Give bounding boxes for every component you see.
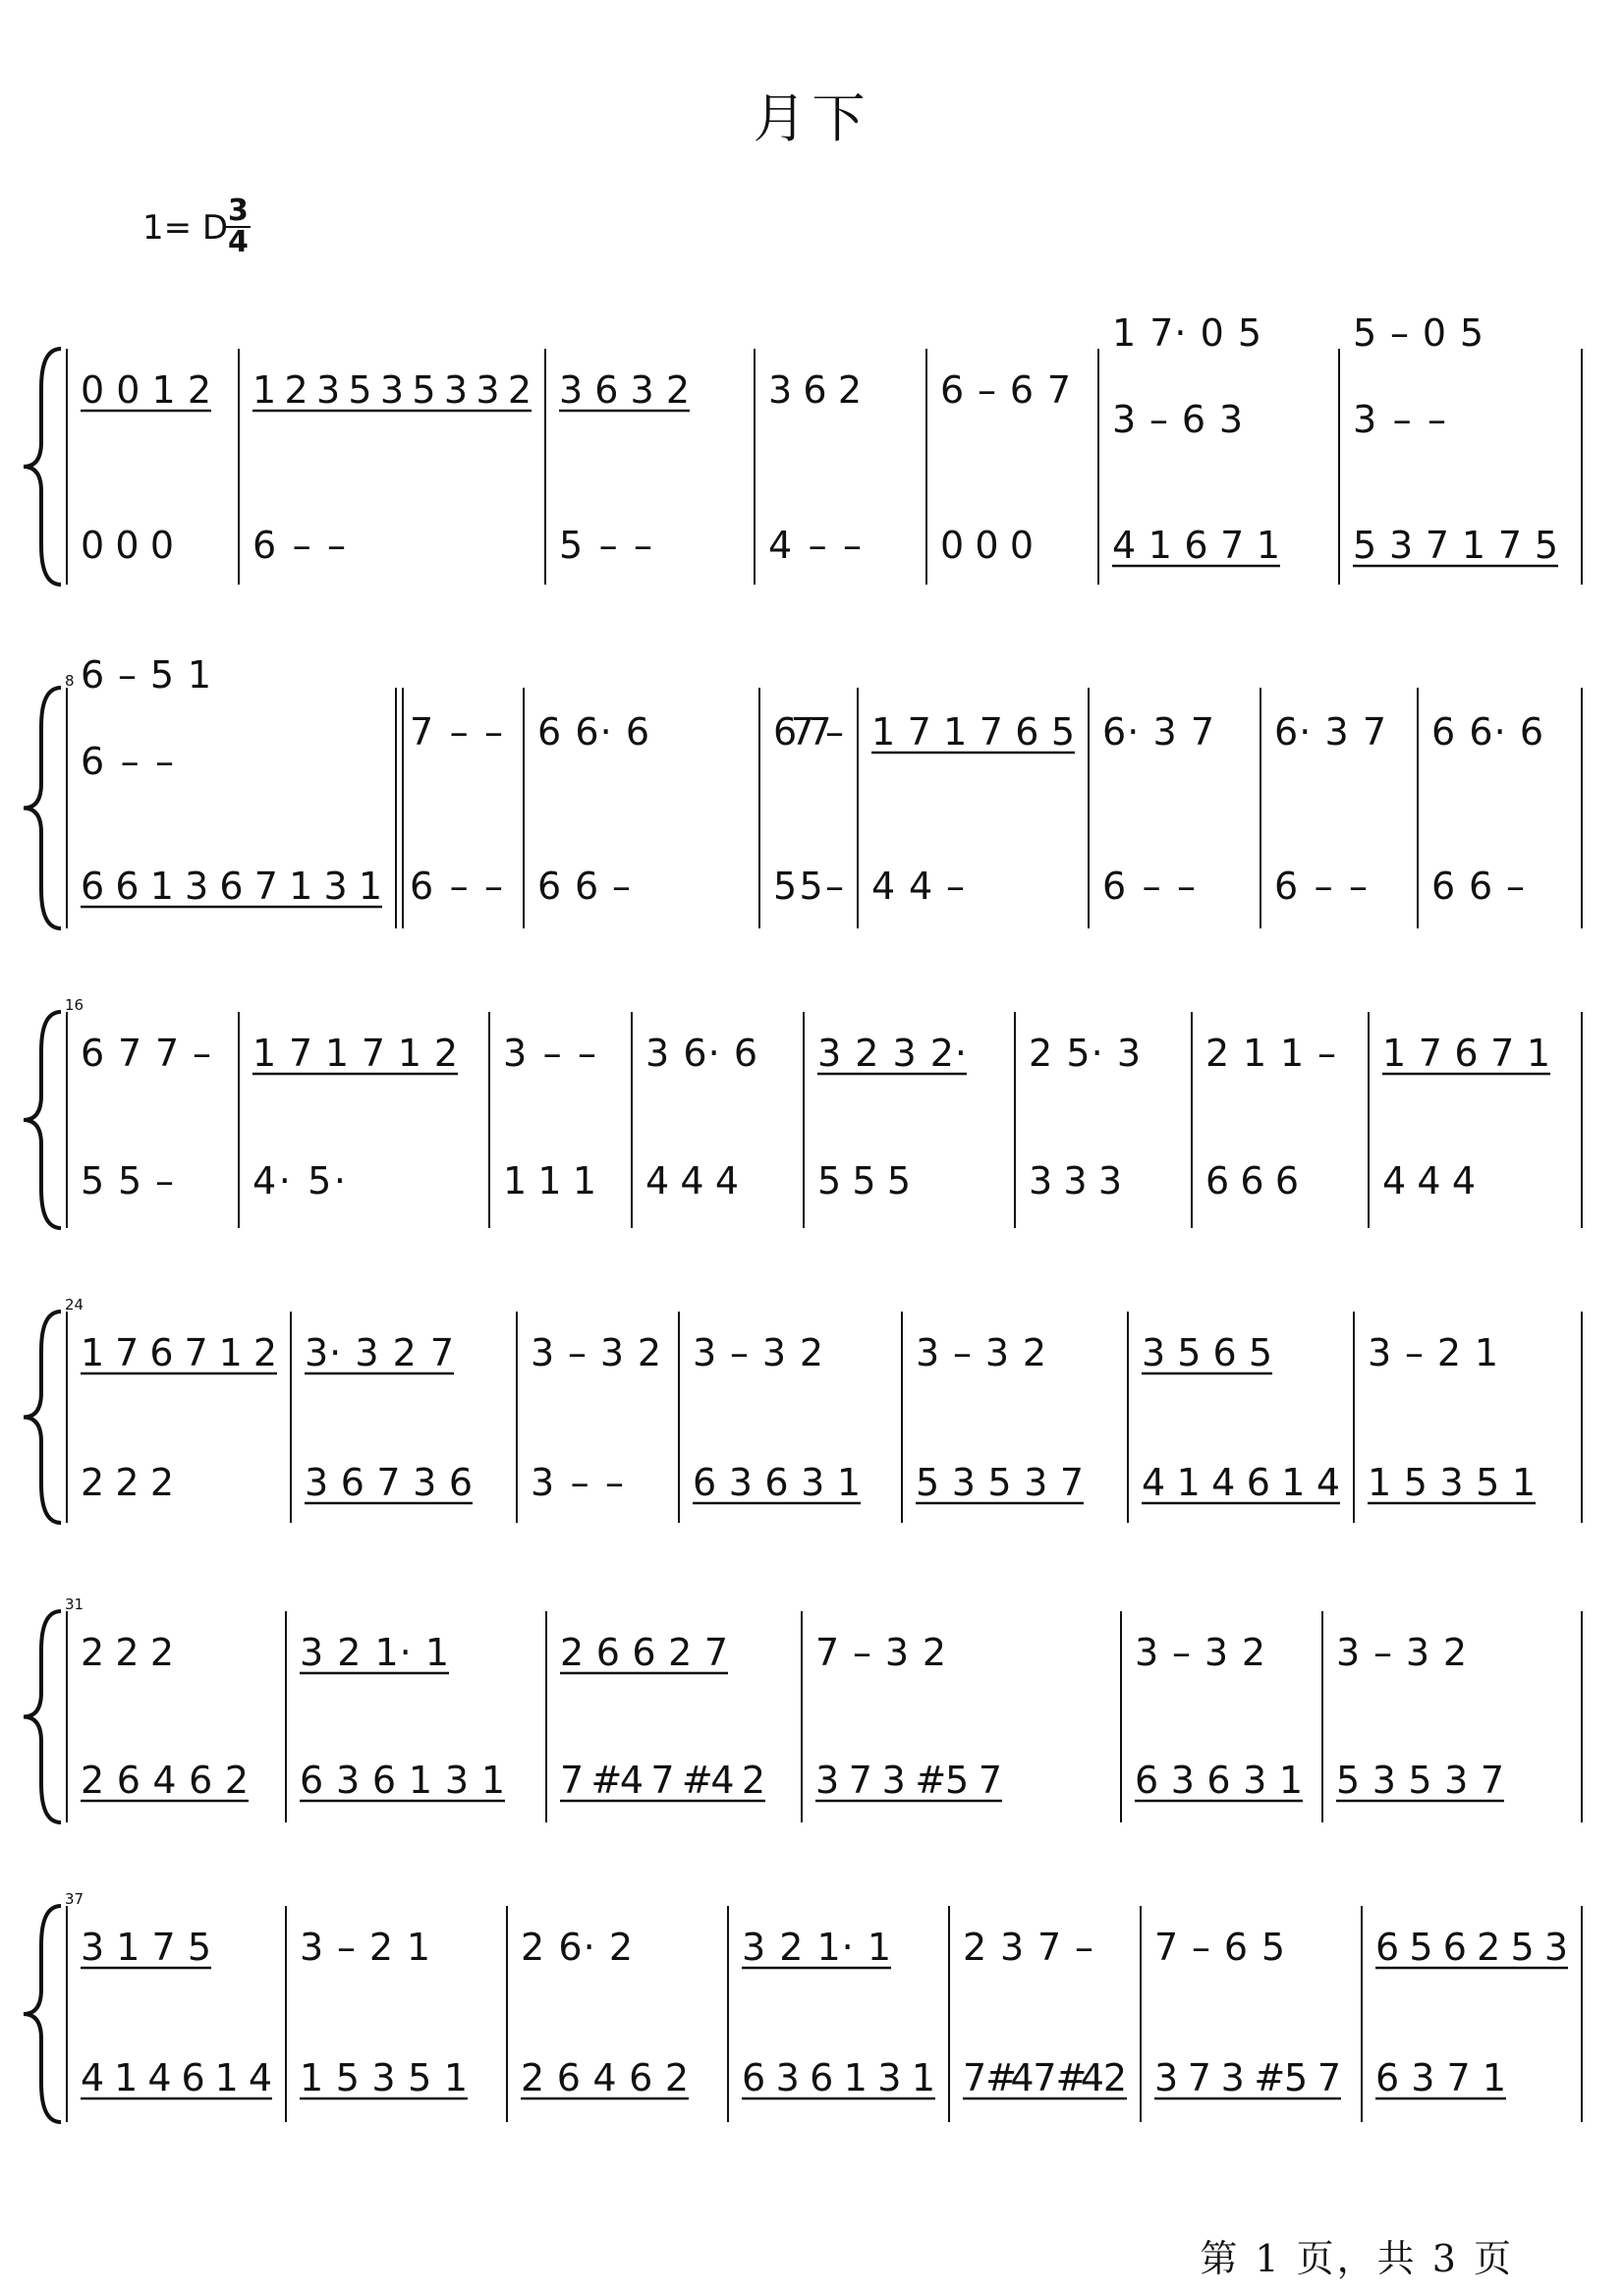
lower-voice-notes: 7 #4 7 #4 2 — [963, 2056, 1127, 2099]
lower-voice-notes: 6 3 7 1 — [1375, 2056, 1506, 2099]
upper-voice-notes: 6 7 7 – — [773, 710, 844, 754]
lower-voice-notes: 3 – – — [531, 1461, 624, 1504]
lower-voice-notes: 0 0 0 — [940, 524, 1034, 567]
upper-voice-notes: 3 2 1· 1 — [300, 1631, 449, 1674]
measure-number: 37 — [65, 1890, 84, 1908]
lower-voice-notes: 2 2 2 — [81, 1461, 174, 1504]
upper-voice-notes: 3 – – — [1353, 398, 1446, 441]
upper-voice-notes: 1 7 1 7 6 5 — [871, 710, 1075, 754]
upper-voice-notes: 3 – 3 2 — [531, 1331, 661, 1374]
lower-voice-notes: 6 3 6 1 3 1 — [742, 2056, 935, 2099]
lower-voice-notes: 7 #4 7 #4 2 — [560, 1759, 765, 1802]
upper-voice-notes: 3 6· 6 — [645, 1032, 757, 1075]
lower-voice-notes: 4 4 – — [871, 865, 965, 908]
upper-voice-notes: 1 7 6 7 1 — [1382, 1032, 1550, 1075]
lower-voice-notes: 3 7 3 #5 7 — [1154, 2056, 1341, 2099]
lower-voice-notes: 6 – – — [1274, 865, 1368, 908]
upper-voice-notes: 7 – 6 5 — [1154, 1926, 1285, 1969]
upper-voice-notes: 2 3 7 – — [963, 1926, 1093, 1969]
lower-voice-notes: 3 3 3 — [1029, 1159, 1122, 1203]
lower-voice-notes: 4 – – — [768, 524, 862, 567]
lower-voice-notes: 6 3 6 3 1 — [1135, 1759, 1303, 1802]
lower-voice-notes: 5 – – — [559, 524, 652, 567]
lower-voice-notes: 5 5 – — [773, 865, 844, 908]
lower-voice-notes: 2 6 4 6 2 — [81, 1759, 249, 1802]
upper-voice-notes: 2 2 2 — [81, 1631, 174, 1674]
brace — [24, 1906, 61, 2122]
lower-voice-notes: 6 6 – — [537, 865, 631, 908]
lower-voice-notes: 6 6 6 — [1205, 1159, 1299, 1203]
upper-voice-notes: 1 7 1 7 1 2 — [252, 1032, 458, 1075]
upper-voice-notes: 6· 3 7 — [1102, 710, 1214, 754]
lower-voice-notes: 6 – – — [1102, 865, 1196, 908]
lower-voice-notes: 4 4 4 — [1382, 1159, 1476, 1203]
lower-voice-notes: 6 6 – — [1431, 865, 1525, 908]
system — [24, 1296, 1582, 1523]
lower-voice-notes: 3 7 3 #5 7 — [815, 1759, 1002, 1802]
lower-voice-notes: 6 – – — [252, 524, 346, 567]
lower-voice-notes: 1 5 3 5 1 — [300, 2056, 468, 2099]
upper-voice-notes: 6· 3 7 — [1274, 710, 1386, 754]
upper-voice-notes: 3 – 3 2 — [1336, 1631, 1467, 1674]
upper-voice-notes: 3· 3 2 7 — [305, 1331, 454, 1374]
system — [24, 1595, 1582, 1822]
upper-voice-notes: 3 2 3 2· — [817, 1032, 967, 1075]
upper-voice-notes: 3 2 1· 1 — [742, 1926, 891, 1969]
brace — [24, 1611, 61, 1822]
upper-voice-notes: 1 2 3 5 3 5 3 3 2 — [252, 368, 532, 412]
upper-voice-notes: 2 6· 2 — [521, 1926, 633, 1969]
time-signature-numerator: 3 — [228, 194, 249, 228]
lower-voice-notes: 4 4 4 — [645, 1159, 739, 1203]
time-signature-denominator: 4 — [228, 225, 249, 259]
upper-voice-notes: 6 6· 6 — [537, 710, 649, 754]
upper-voice-notes: 6 – – — [81, 740, 174, 783]
upper-voice-notes: 6 7 7 – — [81, 1032, 211, 1075]
upper-voice-notes: 3 5 6 5 — [1142, 1331, 1272, 1374]
upper-voice-notes: 7 – – — [410, 710, 503, 754]
lower-voice-notes: 2 6 4 6 2 — [521, 2056, 689, 2099]
lower-voice-notes: 1 1 1 — [503, 1159, 596, 1203]
upper-voice-notes: 3 – 3 2 — [1135, 1631, 1265, 1674]
measure-number: 31 — [65, 1595, 84, 1613]
lower-voice-notes: 4 1 6 7 1 — [1112, 524, 1280, 567]
upper-voice-notes: 3 6 3 2 — [559, 368, 690, 412]
upper-voice-notes: 3 – 3 2 — [916, 1331, 1046, 1374]
brace — [24, 688, 61, 928]
upper-voice-notes: 6 5 6 2 5 3 — [1375, 1926, 1568, 1969]
page-title: 月下 — [753, 87, 871, 149]
system — [24, 996, 1582, 1228]
lower-voice-notes: 0 0 0 — [81, 524, 174, 567]
measure-number: 8 — [65, 672, 75, 690]
upper-voice-notes: 3 – 2 1 — [1368, 1331, 1498, 1374]
upper-voice-notes: 3 1 7 5 — [81, 1926, 211, 1969]
upper-voice-notes: 6 – 5 1 — [81, 653, 211, 697]
lower-voice-notes: 5 3 5 3 7 — [916, 1461, 1084, 1504]
measure-number: 16 — [65, 996, 84, 1014]
lower-voice-notes: 4 1 4 6 1 4 — [1142, 1461, 1340, 1504]
lower-voice-notes: 4· 5· — [252, 1159, 346, 1203]
lower-voice-notes: 6 – – — [410, 865, 503, 908]
upper-voice-notes: 6 – 6 7 — [940, 368, 1071, 412]
lower-voice-notes: 5 5 – — [81, 1159, 174, 1203]
brace — [24, 1312, 61, 1523]
lower-voice-notes: 4 1 4 6 1 4 — [81, 2056, 272, 2099]
key-signature: 1= D — [142, 208, 229, 248]
upper-voice-notes: 3 – 3 2 — [693, 1331, 823, 1374]
lower-voice-notes: 5 3 5 3 7 — [1336, 1759, 1504, 1802]
brace — [24, 1012, 61, 1228]
measure-number: 24 — [65, 1296, 84, 1314]
lower-voice-notes: 6 3 6 3 1 — [693, 1461, 861, 1504]
upper-voice-notes: 2 5· 3 — [1029, 1032, 1141, 1075]
lower-voice-notes: 5 3 7 1 7 5 — [1353, 524, 1558, 567]
lower-voice-notes: 3 6 7 3 6 — [305, 1461, 473, 1504]
upper-voice-notes: 2 1 1 – — [1205, 1032, 1336, 1075]
lower-voice-notes: 6 6 1 3 6 7 1 3 1 — [81, 865, 382, 908]
upper-voice-notes: 2 6 6 2 7 — [560, 1631, 728, 1674]
system — [24, 653, 1582, 928]
lower-voice-notes: 6 3 6 1 3 1 — [300, 1759, 505, 1802]
upper-voice-notes: 1 7· 0 5 — [1112, 311, 1261, 355]
lower-voice-notes: 5 5 5 — [817, 1159, 911, 1203]
upper-voice-notes: 7 – 3 2 — [815, 1631, 946, 1674]
upper-voice-notes: 1 7 6 7 1 2 — [81, 1331, 277, 1374]
brace — [24, 349, 61, 585]
upper-voice-notes: 6 6· 6 — [1431, 710, 1543, 754]
upper-voice-notes: 3 – – — [503, 1032, 596, 1075]
lower-voice-notes: 1 5 3 5 1 — [1368, 1461, 1536, 1504]
upper-voice-notes: 0 0 1 2 — [81, 368, 211, 412]
upper-voice-notes: 3 – 2 1 — [300, 1926, 430, 1969]
system — [24, 1890, 1582, 2122]
upper-voice-notes: 5 – 0 5 — [1353, 311, 1484, 355]
upper-voice-notes: 3 6 2 — [768, 368, 862, 412]
system — [24, 311, 1582, 585]
page-footer: 第 1 页，共 3 页 — [1200, 2237, 1514, 2280]
upper-voice-notes: 3 – 6 3 — [1112, 398, 1243, 441]
